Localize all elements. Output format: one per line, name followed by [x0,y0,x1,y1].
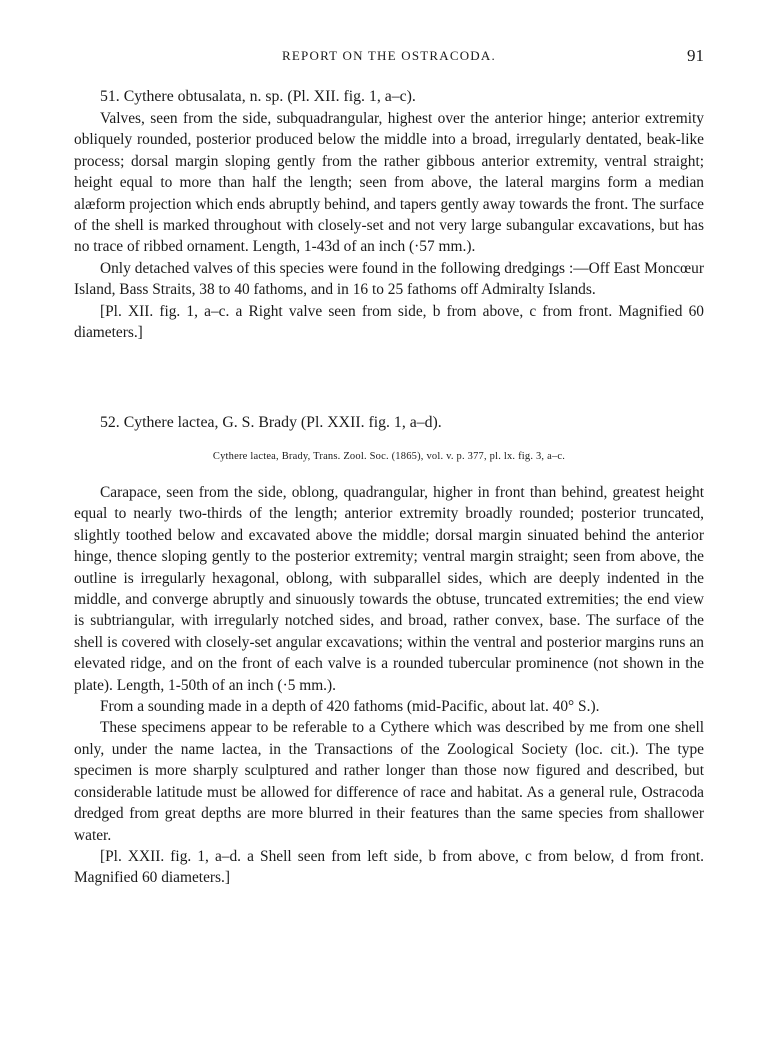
species-52-locality: From a sounding made in a depth of 420 fathoms (mid-Pacific, about lat. 40° S.). [100,698,600,716]
page-number: 91 [687,46,704,65]
species-52-section [74,482,704,889]
running-title: REPORT ON THE OSTRACODA. [282,48,496,63]
species-51-plate-caption: [Pl. XII. fig. 1, a–c. a Right valve seen from side, b from above, c from front. Magnified 60 diameters.] [74,302,704,342]
species-52-synonymy: Cythere lactea, Brady, Trans. Zool. Soc. (1865), vol. v. p. 377, pl. lx. fig. 3, a–c. [212,451,566,462]
species-52-plate-caption: [Pl. XXII. fig. 1, a–d. a Shell seen from left side, b from above, c from below, d from front. Magnified 60 diameters.] [74,847,704,887]
species-51-section [74,86,704,343]
species-52-heading-block [74,412,704,434]
species-51-heading: 51. Cythere obtusalata, n. sp. (Pl. XII. fig. 1, a–c). [100,88,416,105]
running-header [74,48,704,70]
species-51-description: Valves, seen from the side, subquadrangular, highest over the anterior hinge; anterior extremity obliquely rounded, posterior produced below the middle into a broad, irregularly dentated, beak-like process; dorsal margin sloping gently from the rather gibbous anterior extremity, ventral straight; height equal to more than half the length; seen from above, the lateral margins form a median alæform projection which ends abruptly behind, and tapers gently away towards the front. The surface of the shell is marked throughout with closely-set and not very large subangular excavations, but has no trace of ribbed ornament. Length, 1-43d of an inch (·57 mm.). [74,110,704,256]
species-52-synonymy-block [74,450,704,464]
species-51-localities: Only detached valves of this species were found in the following dredgings :—Off East Moncœur Island, Bass Straits, 38 to 40 fathoms, and in 16 to 25 fathoms off Admiralty Islands. [74,259,704,299]
species-52-description: Carapace, seen from the side, oblong, quadrangular, higher in front than behind, greatest height equal to nearly two-thirds of the length; anterior extremity broadly rounded; posterior truncated, slightly toothed below and excavated above the middle; dorsal margin sinuated behind the anterior hinge, thence sloping gently to the posterior extremity; ventral margin straight; seen from above, the outline is irregularly hexagonal, oblong, with subparallel sides, which are deeply indented in the middle, and converge abruptly and sinuously towards the obtuse, truncated extremities; the end view is subtriangular, with irregularly notched sides, and broad, rather convex, base. The surface of the shell is covered with closely-set angular excavations; within the ventral and posterior margins runs an elevated ridge, and on the front of each valve is a rounded tubercular prominence (not shown in the plate). Length, 1-50th of an inch (·5 mm.). [74,484,704,694]
species-52-remarks: These specimens appear to be referable to a Cythere which was described by me from one shell only, under the name lactea, in the Transactions of the Zoological Society (loc. cit.). The type specimen is more sharply sculptured and rather longer than those now figured and described, but considerable latitude must be allowed for difference of race and habitat. As a general rule, Ostracoda dredged from great depths are more blurred in their features than the same species from shallower water. [74,719,704,844]
species-52-heading: 52. Cythere lactea, G. S. Brady (Pl. XXII. fig. 1, a–d). [100,414,442,431]
